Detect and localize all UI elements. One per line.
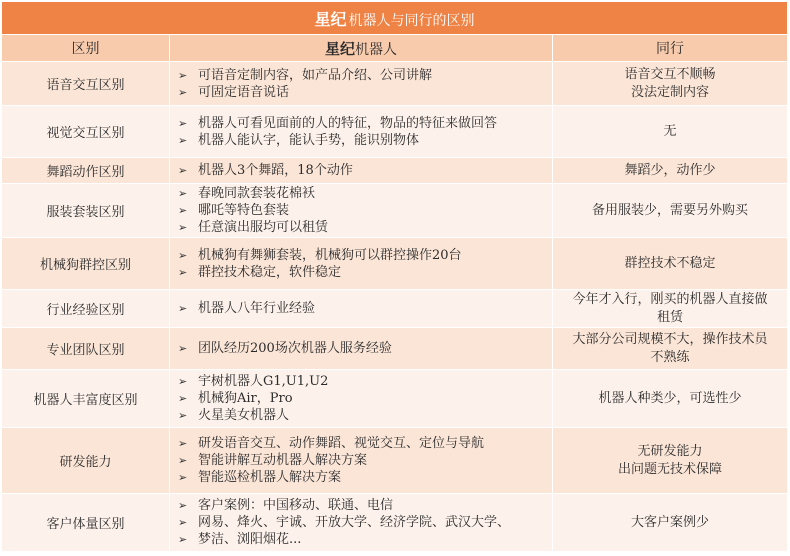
arrow-bullet-icon: ➢ — [178, 533, 188, 546]
arrow-bullet-icon: ➢ — [178, 68, 188, 82]
feature-item — [178, 469, 552, 486]
arrow-bullet-icon: ➢ — [178, 265, 188, 279]
arrow-bullet-icon: ➢ — [178, 454, 188, 467]
feature-text: 网易、烽火、宇诚、开放大学、经济学院、武汉大学、 — [198, 515, 511, 530]
row-category: 舞蹈动作区别 — [2, 158, 170, 184]
feature-item — [178, 185, 552, 202]
feature-list — [178, 497, 552, 548]
feature-text: 机器人能认字，能认手势，能识别物体 — [198, 132, 420, 148]
feature-list — [178, 373, 552, 424]
peer-line: 不熟练 — [650, 349, 690, 365]
row-features — [170, 62, 553, 106]
feature-list — [178, 162, 552, 179]
feature-item — [178, 132, 552, 149]
table-row — [2, 494, 788, 552]
arrow-bullet-icon: ➢ — [178, 221, 188, 234]
arrow-bullet-icon: ➢ — [178, 516, 188, 529]
row-category: 机械狗群控区别 — [2, 238, 170, 290]
row-peers — [553, 238, 788, 290]
table-row — [2, 328, 788, 370]
feature-list — [178, 67, 552, 101]
header-peers: 同行 — [553, 35, 788, 62]
comparison-table-container — [1, 1, 787, 553]
table-row — [2, 428, 788, 494]
row-features — [170, 158, 553, 184]
feature-item — [178, 264, 552, 281]
arrow-bullet-icon: ➢ — [178, 437, 188, 450]
feature-text: 任意演出服均可以租赁 — [198, 220, 329, 235]
peer-line: 无研发能力 — [637, 443, 703, 459]
table-row — [2, 238, 788, 290]
feature-text: 机器人可看见面前的人的特征，物品的特征来做回答 — [198, 115, 498, 131]
feature-text: 可语音定制内容，如产品介绍、公司讲解 — [198, 67, 433, 83]
peer-line: 语音交互不顺畅 — [624, 66, 716, 82]
header-ours — [170, 35, 553, 62]
row-features — [170, 494, 553, 552]
row-features — [170, 428, 553, 494]
arrow-bullet-icon: ➢ — [178, 164, 188, 177]
table-row — [2, 62, 788, 106]
table-row — [2, 370, 788, 428]
arrow-bullet-icon: ➢ — [178, 187, 188, 200]
arrow-bullet-icon: ➢ — [178, 375, 188, 388]
feature-text: 研发语音交互、动作舞蹈、视觉交互、定位与导航 — [198, 436, 485, 451]
feature-item — [178, 67, 552, 84]
feature-text: 智能巡检机器人解决方案 — [198, 470, 342, 485]
feature-list — [178, 115, 552, 149]
table-row — [2, 290, 788, 328]
arrow-bullet-icon: ➢ — [178, 342, 188, 355]
arrow-bullet-icon: ➢ — [178, 471, 188, 484]
feature-item — [178, 435, 552, 452]
feature-list — [178, 185, 552, 236]
row-peers — [553, 290, 788, 328]
table-title — [2, 2, 788, 35]
arrow-bullet-icon: ➢ — [178, 392, 188, 405]
arrow-bullet-icon: ➢ — [178, 133, 188, 147]
peer-line: 群控技术不稳定 — [624, 255, 716, 271]
title-brand: 星纪 — [314, 9, 347, 29]
row-peers — [553, 62, 788, 106]
feature-text: 机器人3个舞蹈，18个动作 — [198, 163, 353, 178]
feature-item — [178, 247, 552, 264]
feature-item — [178, 115, 552, 132]
arrow-bullet-icon: ➢ — [178, 204, 188, 217]
feature-text: 火星美女机器人 — [198, 408, 290, 423]
feature-item — [178, 531, 552, 548]
header-ours-rest: 机器人 — [355, 41, 397, 58]
peer-line: 机器人种类少，可选性少 — [598, 390, 742, 406]
header-category: 区别 — [2, 35, 170, 62]
row-features — [170, 328, 553, 370]
row-category: 专业团队区别 — [2, 328, 170, 370]
row-category: 行业经验区别 — [2, 290, 170, 328]
title-rest: 机器人与同行的区别 — [348, 12, 475, 29]
feature-text: 团队经历200场次机器人服务经验 — [198, 341, 392, 356]
feature-item — [178, 219, 552, 236]
row-peers — [553, 370, 788, 428]
row-category: 机器人丰富度区别 — [2, 370, 170, 428]
feature-item — [178, 162, 552, 179]
feature-text: 机械狗有舞狮套装，机械狗可以群控操作20台 — [198, 247, 462, 263]
row-peers — [553, 328, 788, 370]
feature-item — [178, 340, 552, 357]
row-peers — [553, 428, 788, 494]
arrow-bullet-icon: ➢ — [178, 116, 188, 130]
peer-line: 无 — [663, 123, 677, 139]
feature-list — [178, 300, 552, 317]
feature-item — [178, 84, 552, 101]
peer-line: 舞蹈少，动作少 — [624, 162, 716, 178]
feature-text: 智能讲解互动机器人解决方案 — [198, 453, 368, 468]
table-row — [2, 184, 788, 238]
feature-item — [178, 452, 552, 469]
row-peers — [553, 184, 788, 238]
peer-line: 没法定制内容 — [630, 84, 709, 100]
row-category: 研发能力 — [2, 428, 170, 494]
row-category: 视觉交互区别 — [2, 106, 170, 158]
arrow-bullet-icon: ➢ — [178, 248, 188, 262]
row-features — [170, 184, 553, 238]
feature-item — [178, 300, 552, 317]
row-features — [170, 290, 553, 328]
feature-text: 哪吒等特色套装 — [198, 203, 290, 218]
row-category: 服装套装区别 — [2, 184, 170, 238]
title-row — [2, 2, 788, 35]
feature-list — [178, 435, 552, 486]
feature-text: 机械狗Air，Pro — [198, 391, 293, 406]
header-ours-brand: 星纪 — [324, 39, 355, 58]
row-features — [170, 370, 553, 428]
header-row — [2, 35, 788, 62]
feature-text: 宇树机器人G1,U1,U2 — [198, 374, 329, 389]
arrow-bullet-icon: ➢ — [178, 409, 188, 422]
row-peers — [553, 158, 788, 184]
row-features — [170, 238, 553, 290]
arrow-bullet-icon: ➢ — [178, 499, 188, 512]
feature-text: 春晚同款套装花棉袄 — [198, 186, 316, 201]
feature-item — [178, 514, 552, 531]
row-peers — [553, 494, 788, 552]
comparison-table — [1, 1, 788, 552]
feature-text: 机器人八年行业经验 — [198, 301, 316, 316]
feature-item — [178, 202, 552, 219]
arrow-bullet-icon: ➢ — [178, 85, 188, 99]
feature-text: 可固定语音说话 — [198, 84, 290, 100]
feature-item — [178, 390, 552, 407]
peer-line: 租赁 — [656, 309, 683, 325]
peer-line: 备用服装少，需要另外购买 — [591, 202, 748, 218]
feature-item — [178, 497, 552, 514]
row-peers — [553, 106, 788, 158]
feature-text: 客户案例：中国移动、联通、电信 — [198, 498, 394, 513]
feature-list — [178, 340, 552, 357]
feature-text: 梦洁、浏阳烟花... — [198, 532, 302, 547]
row-features — [170, 106, 553, 158]
feature-item — [178, 373, 552, 390]
row-category: 客户体量区别 — [2, 494, 170, 552]
peer-line: 大部分公司规模不大，操作技术员 — [572, 331, 768, 347]
feature-list — [178, 247, 552, 281]
peer-line: 今年才入行，刚买的机器人直接做 — [572, 291, 768, 307]
feature-text: 群控技术稳定，软件稳定 — [198, 264, 342, 280]
row-category: 语音交互区别 — [2, 62, 170, 106]
arrow-bullet-icon: ➢ — [178, 302, 188, 315]
peer-line: 大客户案例少 — [630, 514, 709, 530]
peer-line: 出问题无技术保障 — [617, 461, 722, 477]
table-row — [2, 106, 788, 158]
table-row — [2, 158, 788, 184]
feature-item — [178, 407, 552, 424]
